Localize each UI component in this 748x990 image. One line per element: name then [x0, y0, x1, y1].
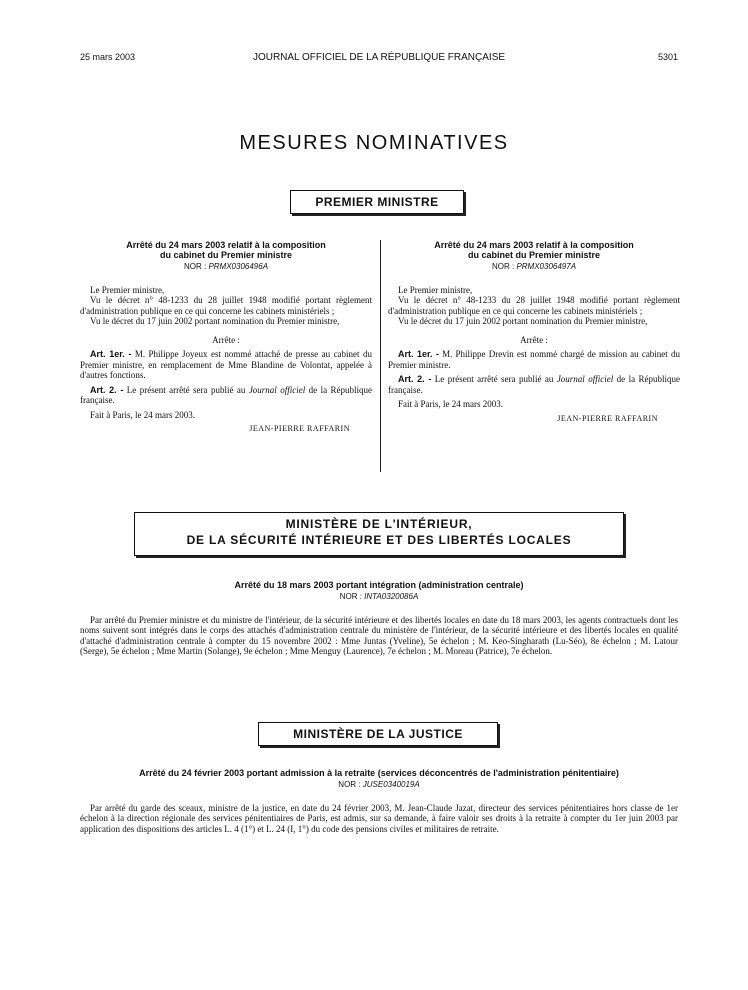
- justice-arrete-title: Arrêté du 24 février 2003 portant admission à la retraite (services déconcentrés de l'administration pénitentiaire): [139, 768, 619, 778]
- article-2-label: Art. 2. -: [398, 374, 432, 384]
- nor-label: NOR :: [491, 262, 515, 271]
- vu-decret-2: Vu le décret du 17 juin 2002 portant nomination du Premier ministre,: [90, 316, 340, 326]
- article-1-text: M. Philippe Joyeux est nommé attaché de presse au cabinet du Premier ministre, en remplacement de Mme Blandine de Volontat, appelée à d'autres fonctions.: [80, 349, 372, 380]
- page-number: 5301: [657, 52, 678, 62]
- section-box-justice: MINISTÈRE DE LA JUSTICE: [258, 722, 498, 746]
- nor-reference: [80, 262, 372, 273]
- arrete-label: Arrête :: [212, 334, 240, 345]
- nor-reference: [388, 262, 680, 273]
- interieur-section: [80, 580, 678, 657]
- article-2-label: Art. 2. -: [90, 384, 124, 395]
- arrete-left-column: [80, 240, 372, 435]
- article-2-text-after: de la République française.: [80, 384, 373, 405]
- section-box-premier-ministre: PREMIER MINISTRE: [290, 190, 464, 214]
- article-1: [388, 349, 680, 370]
- article-2-text-before: Le présent arrêté sera publié au: [434, 374, 554, 384]
- article-1-text: M. Philippe Drevin est nommé chargé de mission au cabinet du Premier ministre.: [388, 349, 680, 370]
- fait-a-paris: Fait à Paris, le 24 mars 2003.: [90, 409, 195, 420]
- interieur-arrete-title: Arrêté du 18 mars 2003 portant intégration (administration centrale): [234, 580, 524, 590]
- arrete-title-line2: du cabinet du Premier ministre: [467, 250, 601, 260]
- intro-text: Le Premier ministre,: [398, 284, 473, 295]
- nor-code: JUSE0340019A: [362, 780, 420, 789]
- article-2-journal: Journal officiel: [556, 374, 614, 384]
- article-2: [388, 374, 680, 395]
- intro-text: Le Premier ministre,: [90, 284, 165, 295]
- header-date: 25 mars 2003: [80, 52, 136, 62]
- nor-label: NOR :: [183, 262, 207, 271]
- signature: JEAN-PIERRE RAFFARIN: [557, 413, 658, 423]
- article-2-text-after: de la République française.: [388, 374, 681, 395]
- arrete-title-line1: Arrêté du 24 mars 2003 relatif à la composition: [434, 240, 634, 250]
- justice-body: Par arrêté du garde des sceaux, ministre de la justice, en date du 24 février 2003, M. Jean-Claude Jazat, directeur des services pénitentiaires hors classe de 1er échelon à la direction régionale des services pénitentiaires de Paris, est admis, sur sa demande, à faire valoir ses droits à la retraite à compter du 1er juin 2003 par application des dispositions des articles L. 4 (1°) et L. 24 (I, 1°) du code des pensions civiles et militaires de retraite.: [80, 802, 678, 834]
- section-box-interieur-line2: DE LA SÉCURITÉ INTÉRIEURE ET DES LIBERTÉS LOCALES: [186, 533, 572, 547]
- article-2-text-before: Le présent arrêté sera publié au: [126, 384, 246, 395]
- journal-title: JOURNAL OFFICIEL DE LA RÉPUBLIQUE FRANÇAISE: [252, 52, 506, 63]
- nor-label: NOR :: [338, 780, 361, 789]
- arrete-title: [388, 240, 680, 260]
- nor-code: PRMX0306496A: [208, 262, 269, 271]
- nor-code: INTA0320086A: [364, 592, 419, 601]
- vu-decret-1: Vu le décret n° 48-1233 du 28 juillet 1948 modifié portant règlement d'administration publique en ce qui concerne les cabinets ministériels ;: [388, 295, 680, 316]
- vu-decret-1: Vu le décret n° 48-1233 du 28 juillet 1948 modifié portant règlement d'administration publique en ce qui concerne les cabinets ministériels ;: [80, 295, 372, 316]
- article-1: [80, 349, 372, 381]
- article-1-label: Art. 1er. -: [90, 349, 132, 359]
- nor-code: PRMX0306497A: [516, 262, 577, 271]
- main-title: MESURES NOMINATIVES: [239, 132, 509, 154]
- section-box-interieur-line1: MINISTÈRE DE L'INTÉRIEUR,: [285, 517, 473, 531]
- fait-a-paris: Fait à Paris, le 24 mars 2003.: [398, 399, 503, 409]
- arrete-right-column: [388, 240, 680, 424]
- signature: JEAN-PIERRE RAFFARIN: [249, 424, 350, 433]
- arrete-label: Arrête :: [520, 334, 548, 345]
- justice-section: [80, 768, 678, 834]
- arrete-title-line2: du cabinet du Premier ministre: [159, 250, 293, 260]
- section-box-interieur: [134, 512, 624, 556]
- arrete-title-line1: Arrêté du 24 mars 2003 relatif à la composition: [126, 240, 326, 250]
- page-header: [80, 52, 678, 64]
- nor-reference: [80, 780, 678, 791]
- column-divider: [380, 240, 381, 472]
- arrete-title: [80, 240, 372, 260]
- interieur-body: Par arrêté du Premier ministre et du ministre de l'intérieur, de la sécurité intérieure et des libertés locales en date du 18 mars 2003, les agents contractuels dont les noms suivent sont intégrés dans le corps des attachés d'administration centrale du ministère de l'intérieur, de la sécurité intérieure et des libertés locales en qualité d'attaché d'administration centrale à compter du 15 novembre 2002 : Mme Juntas (Yveline), 5e échelon ; M. Keo-Singharath (Lu-Séo), 8e échelon ; M. Latour (Serge), 5e échelon ; Mme Martin (Solange), 9e échelon ; Mme Menguy (Laurence), 7e échelon ; M. Moreau (Patrice), 7e échelon.: [80, 614, 678, 656]
- nor-reference: [80, 592, 678, 603]
- vu-decret-2: Vu le décret du 17 juin 2002 portant nomination du Premier ministre,: [398, 316, 648, 326]
- article-1-label: Art. 1er. -: [398, 349, 439, 359]
- article-2-journal: Journal officiel: [248, 384, 306, 395]
- article-2: [80, 385, 372, 406]
- nor-label: NOR :: [339, 592, 362, 601]
